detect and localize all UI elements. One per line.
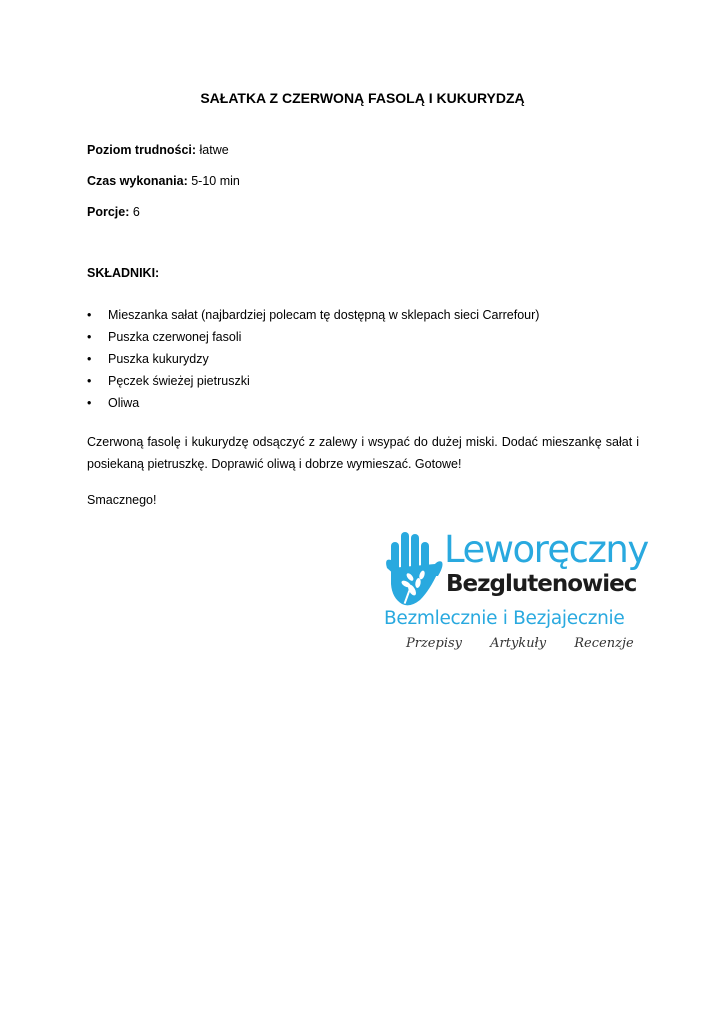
brand-logo [382,528,648,658]
ingredients-heading: SKŁADNIKI: [87,266,160,280]
ingredient-text: Puszka kukurydzy [108,352,209,366]
servings-label: Porcje: [87,205,130,219]
instructions-paragraph: Czerwoną fasolę i kukurydzę odsączyć z zalewy i wsypać do dużej miski. Dodać mieszankę sałat i posiekaną pietruszkę. Doprawić oliwą i dobrze wymieszać. Gotowe! [87,435,639,471]
ingredient-text: Pęczek świeżej pietruszki [108,374,250,388]
difficulty-label: Poziom trudności: [87,143,197,157]
logo-name-line1: Leworęczny [444,528,648,571]
prep-time-line [87,174,240,188]
list-item [87,394,539,416]
list-item [87,372,539,394]
servings-line [87,205,140,219]
prep-time-label: Czas wykonania: [87,174,188,188]
logo-link-recenzje: Recenzje [574,636,634,651]
logo-links [406,635,658,653]
list-item [87,328,539,350]
ingredient-text: Mieszanka sałat (najbardziej polecam tę dostępną w sklepach sieci Carrefour) [108,308,540,322]
closing-text: Smacznego! [87,493,157,507]
logo-link-przepisy: Przepisy [406,636,462,651]
logo-tagline: Bezmlecznie i Bezjajecznie [384,608,625,629]
recipe-title: SAŁATKA Z CZERWONĄ FASOLĄ I KUKURYDZĄ [200,90,525,106]
difficulty-value: łatwe [199,143,229,157]
bullet-icon: • [87,396,92,410]
hand-with-wheat-icon [382,528,444,610]
logo-link-artykuly: Artykuły [490,636,547,651]
bullet-icon: • [87,330,92,344]
bullet-icon: • [87,352,92,366]
ingredient-text: Oliwa [108,396,140,410]
list-item [87,306,539,328]
bullet-icon: • [87,308,92,322]
prep-time-value: 5-10 min [191,174,240,188]
list-item [87,350,539,372]
ingredient-text: Puszka czerwonej fasoli [108,330,242,344]
logo-name-line2: Bezglutenowiec [446,571,637,597]
ingredients-list [87,306,539,416]
servings-value: 6 [132,205,140,219]
difficulty-line [87,143,229,157]
bullet-icon: • [87,374,92,388]
